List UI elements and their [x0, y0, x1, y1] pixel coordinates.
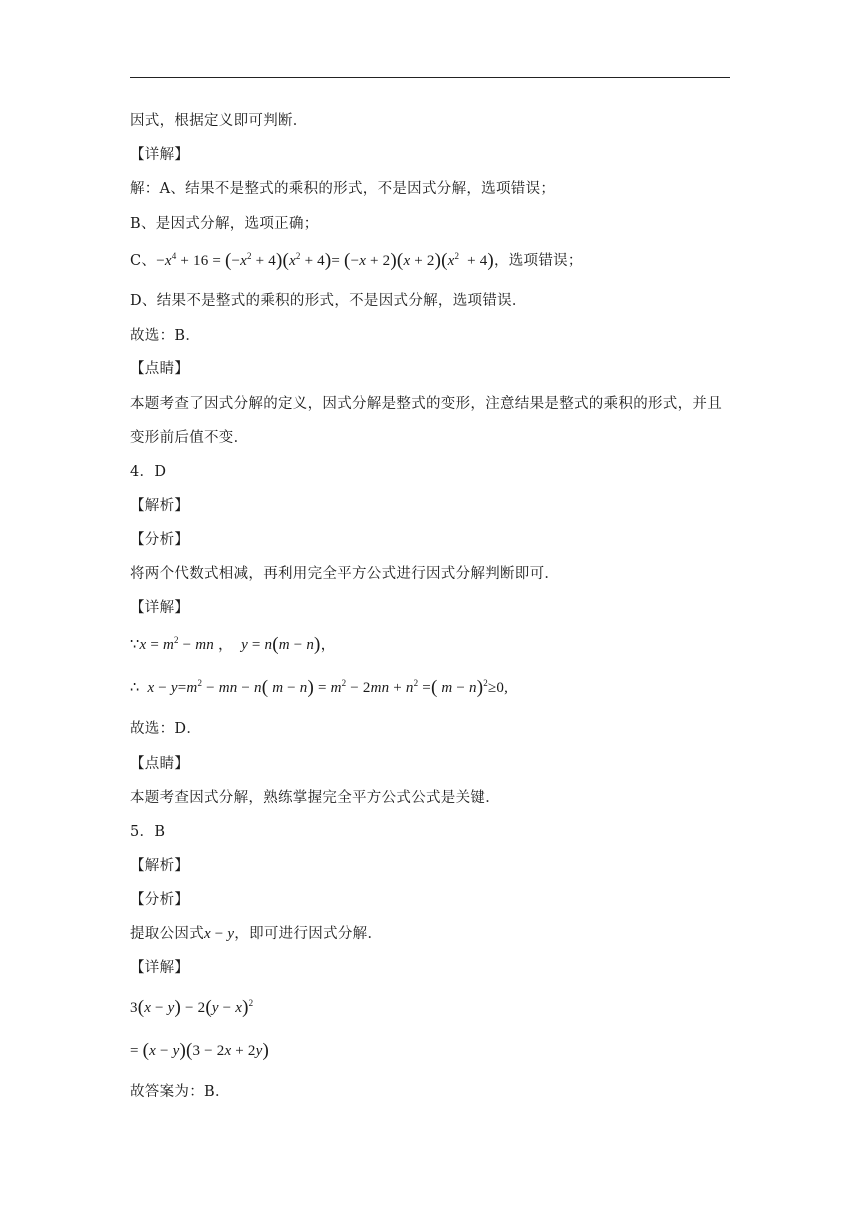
extract-suffix: ，即可进行因式分解． — [234, 926, 383, 942]
section-heading-detail: 【详解】 — [130, 960, 190, 976]
text-line: B、是因式分解，选项正确； — [130, 216, 319, 232]
given-formula: $x = m^2$ − mn ， y = n(m − n)， — [139, 634, 336, 655]
option-c-label: C、 — [130, 253, 157, 269]
section-heading-detail: 【详解】 — [130, 600, 190, 616]
question-number: 5．B — [130, 824, 166, 840]
text-line: 故选：D． — [130, 721, 202, 737]
section-heading-analyze: 【分析】 — [130, 892, 190, 908]
common-factor-formula: x − y — [204, 926, 235, 942]
result-line — [130, 1041, 269, 1061]
text-line: 故选：B． — [130, 328, 201, 344]
text-line: 故答案为：B． — [130, 1084, 230, 1100]
question-number: 4．D — [130, 464, 167, 480]
section-heading-analysis: 【解析】 — [130, 858, 190, 874]
section-heading-analysis: 【解析】 — [130, 498, 190, 514]
text-line: 解：A、结果不是整式的乘积的形式，不是因式分解，选项错误； — [130, 181, 556, 197]
text-line: 因式，根据定义即可判断． — [130, 113, 308, 129]
text-line: 变形前后值不变． — [130, 430, 249, 446]
header-rule — [130, 77, 730, 78]
option-c-line — [130, 251, 583, 271]
section-heading-comment: 【点睛】 — [130, 756, 190, 772]
result-formula: = (x − y)(3 − 2x + 2y) — [130, 1040, 269, 1061]
text-line: 本题考查了因式分解的定义，因式分解是整式的变形，注意结果是整式的乘积的形式，并且 — [130, 396, 722, 412]
therefore-formula: $x - y=m^2$ − mn − n( $m - n) = m^2 - 2mn + n^2$ =( m − n)$^2$≥0, — [147, 677, 509, 698]
therefore-symbol: ∴ — [130, 680, 140, 696]
text-line: 将两个代数式相减，再利用完全平方公式进行因式分解判断即可． — [130, 566, 560, 582]
extract-factor-line — [130, 924, 382, 944]
expression-formula: $3(x - y) - 2(y - x)^2$ — [130, 997, 254, 1018]
extract-prefix: 提取公因式 — [130, 926, 204, 942]
section-heading-detail: 【详解】 — [130, 147, 190, 163]
given-line — [130, 635, 336, 655]
option-c-formula: $-x^4 + 16 = (-x^2 + 4)(x^2 + 4)= (-x + 2)(x + 2)(x^2 + 4)$ — [156, 250, 494, 271]
text-line: 本题考查因式分解，熟练掌握完全平方公式公式是关键． — [130, 790, 500, 806]
section-heading-comment: 【点睛】 — [130, 361, 190, 377]
option-c-verdict: ，选项错误； — [493, 253, 583, 269]
because-symbol: ∵ — [130, 637, 140, 653]
text-line: D、结果不是整式的乘积的形式，不是因式分解，选项错误． — [130, 293, 527, 309]
section-heading-analyze: 【分析】 — [130, 532, 190, 548]
expression-line — [130, 998, 253, 1018]
therefore-line — [130, 678, 508, 698]
